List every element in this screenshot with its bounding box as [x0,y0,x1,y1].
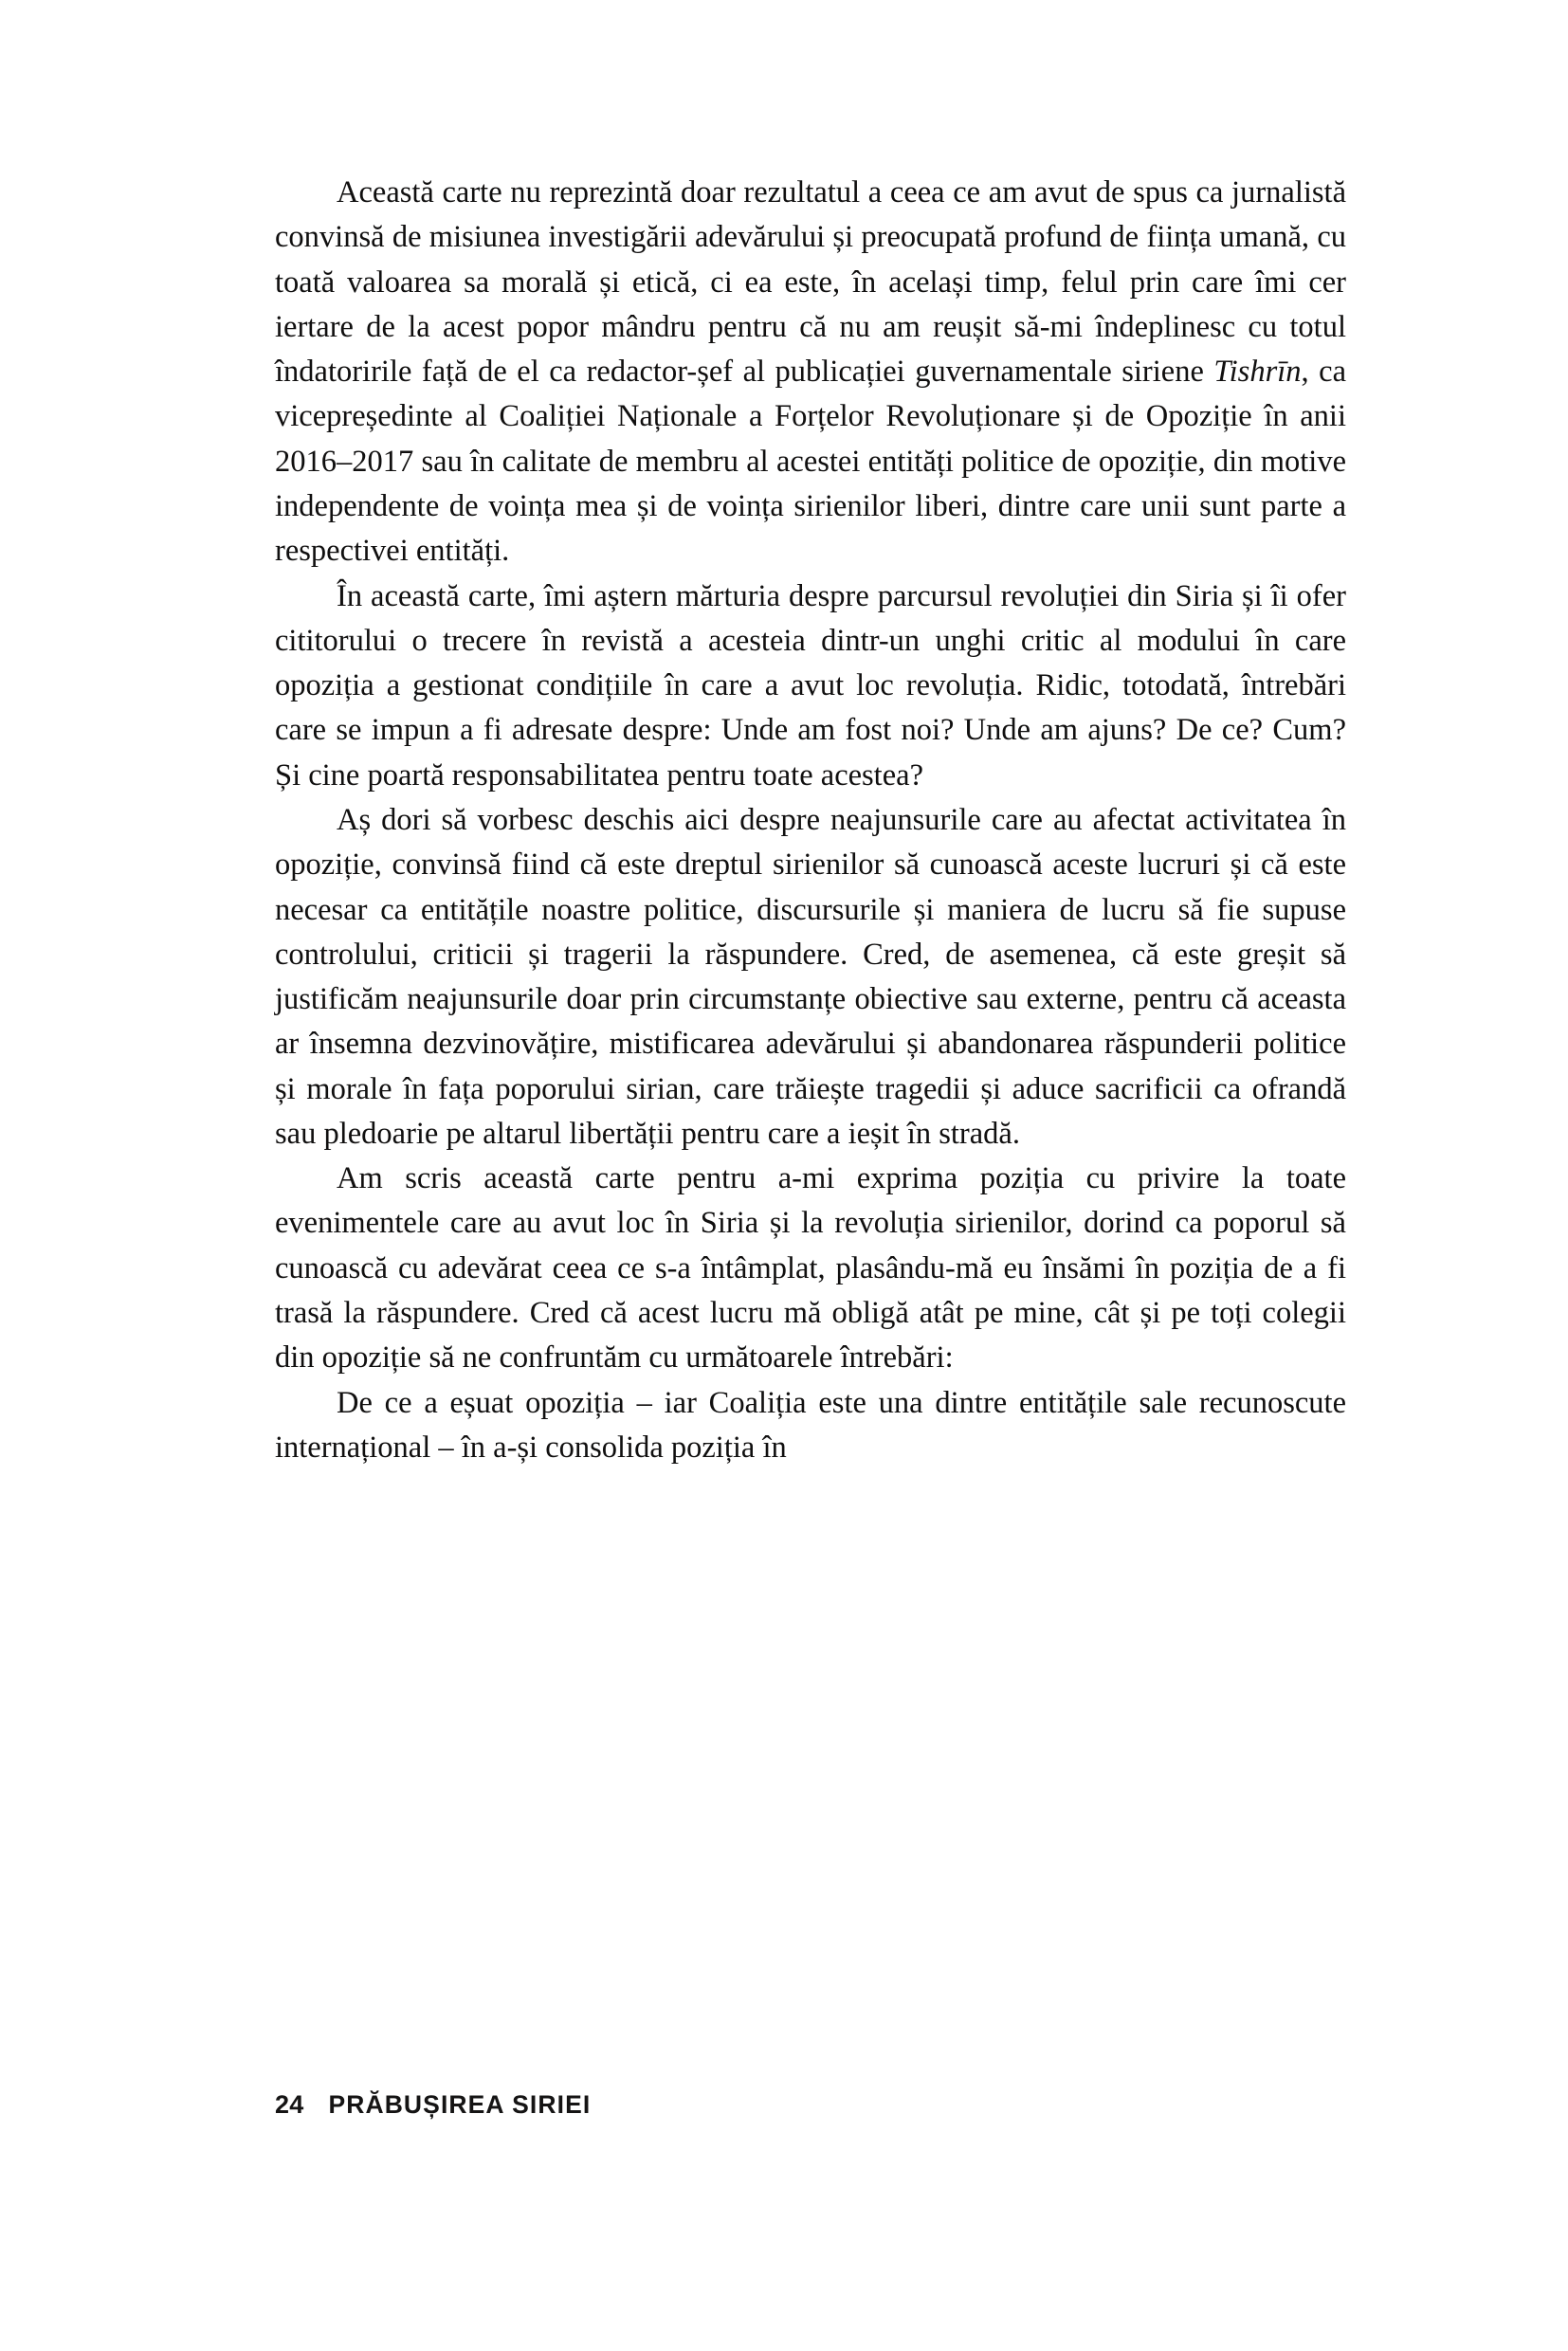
paragraph-1 [275,171,1346,574]
paragraph-5: De ce a eșuat opoziția – iar Coaliția este una dintre entitățile sale recunoscute internațional – în a-și consolida poziția în [275,1385,1346,1465]
body-text-block [275,171,1346,1470]
paragraph-1-part-1: Această carte nu reprezintă doar rezultatul a ceea ce am avut de spus ca jurnalistă convinsă de misiunea investigării adevărului și preocupată profund de ființa umană, cu toată valoarea sa morală și etică, ci ea este, în același timp, felul prin care îmi cer iertare de la acest popor mândru pentru că nu am reușit să-mi îndeplinesc cu totul îndatoririle față de el ca redactor-șef al publicației guvernamentale siriene [275,175,1346,390]
publication-title: Tishrīn [1213,355,1302,390]
running-head: PRĂBUȘIREA SIRIEI [328,2090,592,2119]
page-body [275,171,1346,1470]
paragraph-4: Am scris această carte pentru a-mi exprima poziția cu privire la toate evenimentele care au avut loc în Siria și la revoluția sirienilor, dorind ca poporul să cunoască cu adevărat ceea ce s-a întâmplat, plasându-mă eu însămi în poziția de a fi trasă la răspundere. Cred că acest lucru mă obligă atât pe mine, cât și pe toți colegii din opoziție să ne confruntăm cu următoarele întrebări: [275,1161,1346,1376]
paragraph-3: Aș dori să vorbesc deschis aici despre neajunsurile care au afectat activitatea în opoziție, convinsă fiind că este dreptul sirienilor să cunoască aceste lucruri și că este necesar ca entitățile noastre politice, discursurile și maniera de lucru să fie supuse controlului, criticii și tragerii la răspundere. Cred, de asemenea, că este greșit să justificăm neajunsurile doar prin circumstanțe obiective sau externe, pentru că aceasta ar însemna dezvinovățire, mistificarea adevărului și abandonarea răspunderii politice și morale în fața poporului sirian, care trăiește tragedii și aduce sacrificii ca ofrandă sau pledoarie pe altarul libertății pentru care a ieșit în stradă. [275,802,1346,1151]
paragraph-1-part-3: , ca vicepreședinte al Coaliției Naționale a Forțelor Revoluționare și de Opoziție în anii 2016–2017 sau în calitate de membru al acestei entități politice de opoziție, din motive independente de voința mea și de voința sirienilor liberi, dintre care unii sunt parte a respectivei entități. [275,355,1346,569]
paragraph-2: În această carte, îmi aștern mărturia despre parcursul revoluției din Siria și îi ofer cititorului o trecere în revistă a acesteia dintr-un unghi critic al modului în care opoziția a gestionat condițiile în care a avut loc revoluția. Ridic, totodată, întrebări care se impun a fi adresate despre: Unde am fost noi? Unde am ajuns? De ce? Cum? Și cine poartă responsabilitatea pentru toate acestea? [275,578,1346,793]
page-footer [275,2090,591,2120]
page-number: 24 [275,2090,304,2119]
